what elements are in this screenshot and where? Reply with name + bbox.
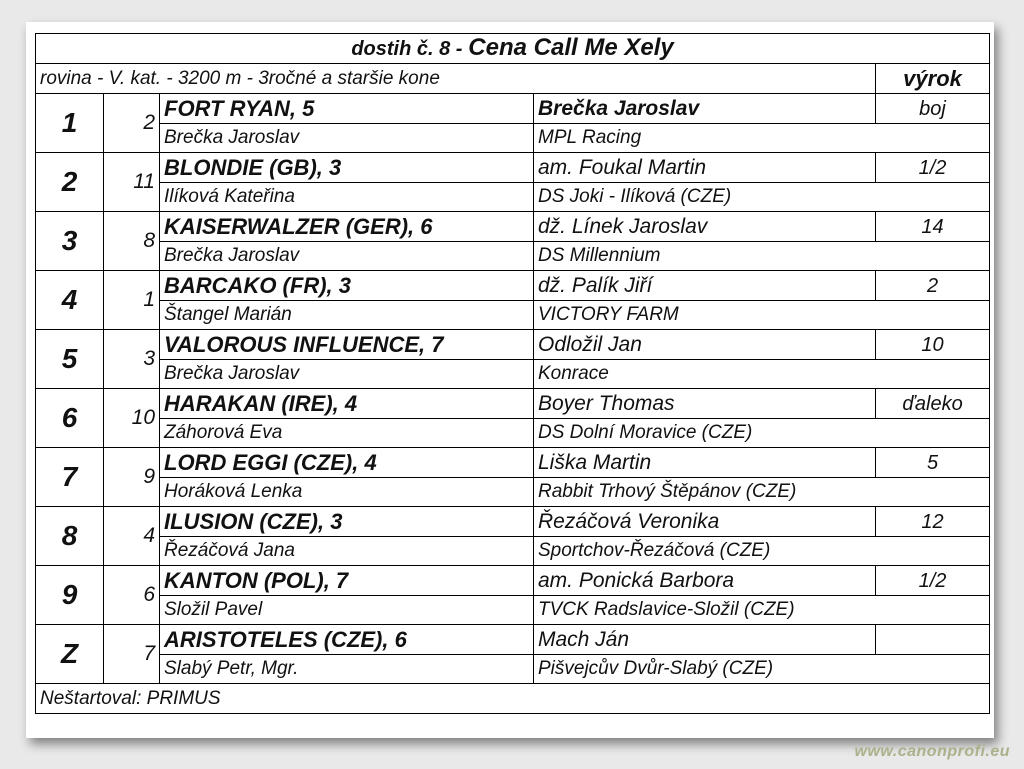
place-cell: 9 bbox=[36, 566, 104, 625]
entry-subrow bbox=[36, 301, 990, 330]
owner-name: Konrace bbox=[534, 360, 990, 389]
horse-name: HARAKAN (IRE), 4 bbox=[160, 389, 534, 419]
entry-subrow bbox=[36, 242, 990, 271]
entry-row bbox=[36, 566, 990, 596]
jockey-name: dž. Línek Jaroslav bbox=[534, 212, 876, 242]
race-prefix: dostih č. 8 - bbox=[351, 38, 463, 60]
jockey-name: Brečka Jaroslav bbox=[534, 94, 876, 124]
result-header: výrok bbox=[876, 64, 990, 94]
start-number: 2 bbox=[104, 94, 160, 153]
start-number: 8 bbox=[104, 212, 160, 271]
start-number: 10 bbox=[104, 389, 160, 448]
horse-name: KANTON (POL), 7 bbox=[160, 566, 534, 596]
entry-subrow bbox=[36, 478, 990, 507]
owner-name: DS Dolní Moravice (CZE) bbox=[534, 419, 990, 448]
horse-name: BLONDIE (GB), 3 bbox=[160, 153, 534, 183]
horse-name: ILUSION (CZE), 3 bbox=[160, 507, 534, 537]
horse-name: LORD EGGI (CZE), 4 bbox=[160, 448, 534, 478]
jockey-name: Boyer Thomas bbox=[534, 389, 876, 419]
entry-subrow bbox=[36, 419, 990, 448]
result-value: 2 bbox=[876, 271, 990, 301]
start-number: 1 bbox=[104, 271, 160, 330]
owner-name: TVCK Radslavice-Složil (CZE) bbox=[534, 596, 990, 625]
race-title bbox=[36, 34, 990, 64]
trainer-name: Záhorová Eva bbox=[160, 419, 534, 448]
race-name: Cena Call Me Xely bbox=[468, 34, 674, 61]
race-results-table bbox=[35, 33, 990, 714]
entry-row bbox=[36, 389, 990, 419]
jockey-name: dž. Palík Jiří bbox=[534, 271, 876, 301]
entry-subrow bbox=[36, 124, 990, 153]
place-cell: 7 bbox=[36, 448, 104, 507]
trainer-name: Štangel Marián bbox=[160, 301, 534, 330]
result-value: 1/2 bbox=[876, 566, 990, 596]
entry-row bbox=[36, 507, 990, 537]
jockey-name: Odložil Jan bbox=[534, 330, 876, 360]
trainer-name: Brečka Jaroslav bbox=[160, 242, 534, 271]
horse-name: KAISERWALZER (GER), 6 bbox=[160, 212, 534, 242]
owner-name: MPL Racing bbox=[534, 124, 990, 153]
entry-subrow bbox=[36, 537, 990, 566]
entry-subrow bbox=[36, 655, 990, 684]
owner-name: DS Joki - Ilíková (CZE) bbox=[534, 183, 990, 212]
horse-name: BARCAKO (FR), 3 bbox=[160, 271, 534, 301]
title-row bbox=[36, 34, 990, 64]
jockey-name: Mach Ján bbox=[534, 625, 876, 655]
jockey-name: Liška Martin bbox=[534, 448, 876, 478]
entry-row bbox=[36, 330, 990, 360]
result-value: boj bbox=[876, 94, 990, 124]
trainer-name: Složil Pavel bbox=[160, 596, 534, 625]
trainer-name: Slabý Petr, Mgr. bbox=[160, 655, 534, 684]
watermark: www.canonprofi.eu bbox=[854, 743, 1010, 760]
trainer-name: Řezáčová Jana bbox=[160, 537, 534, 566]
start-number: 9 bbox=[104, 448, 160, 507]
entry-subrow bbox=[36, 360, 990, 389]
race-conditions: rovina - V. kat. - 3200 m - 3ročné a staršie kone bbox=[36, 64, 876, 94]
entry-row bbox=[36, 625, 990, 655]
owner-name: Sportchov-Řezáčová (CZE) bbox=[534, 537, 990, 566]
footer-row bbox=[36, 684, 990, 714]
entry-row bbox=[36, 94, 990, 124]
non-starter-note: Neštartoval: PRIMUS bbox=[36, 684, 990, 714]
entry-row bbox=[36, 448, 990, 478]
trainer-name: Brečka Jaroslav bbox=[160, 360, 534, 389]
start-number: 6 bbox=[104, 566, 160, 625]
start-number: 4 bbox=[104, 507, 160, 566]
owner-name: Rabbit Trhový Štěpánov (CZE) bbox=[534, 478, 990, 507]
start-number: 7 bbox=[104, 625, 160, 684]
result-value: 14 bbox=[876, 212, 990, 242]
result-value: 12 bbox=[876, 507, 990, 537]
place-cell: 5 bbox=[36, 330, 104, 389]
entry-subrow bbox=[36, 183, 990, 212]
entry-subrow bbox=[36, 596, 990, 625]
owner-name: Pišvejcův Dvůr-Slabý (CZE) bbox=[534, 655, 990, 684]
place-cell: Z bbox=[36, 625, 104, 684]
start-number: 11 bbox=[104, 153, 160, 212]
place-cell: 2 bbox=[36, 153, 104, 212]
result-value: 1/2 bbox=[876, 153, 990, 183]
trainer-name: Ilíková Kateřina bbox=[160, 183, 534, 212]
trainer-name: Brečka Jaroslav bbox=[160, 124, 534, 153]
jockey-name: am. Ponická Barbora bbox=[534, 566, 876, 596]
place-cell: 1 bbox=[36, 94, 104, 153]
place-cell: 4 bbox=[36, 271, 104, 330]
place-cell: 6 bbox=[36, 389, 104, 448]
result-value bbox=[876, 625, 990, 655]
horse-name: VALOROUS INFLUENCE, 7 bbox=[160, 330, 534, 360]
entry-row bbox=[36, 271, 990, 301]
owner-name: VICTORY FARM bbox=[534, 301, 990, 330]
entry-row bbox=[36, 212, 990, 242]
jockey-name: am. Foukal Martin bbox=[534, 153, 876, 183]
horse-name: ARISTOTELES (CZE), 6 bbox=[160, 625, 534, 655]
result-value: 5 bbox=[876, 448, 990, 478]
entry-row bbox=[36, 153, 990, 183]
place-cell: 8 bbox=[36, 507, 104, 566]
conditions-row bbox=[36, 64, 990, 94]
result-value: 10 bbox=[876, 330, 990, 360]
result-value: ďaleko bbox=[876, 389, 990, 419]
start-number: 3 bbox=[104, 330, 160, 389]
place-cell: 3 bbox=[36, 212, 104, 271]
horse-name: FORT RYAN, 5 bbox=[160, 94, 534, 124]
owner-name: DS Millennium bbox=[534, 242, 990, 271]
trainer-name: Horáková Lenka bbox=[160, 478, 534, 507]
jockey-name: Řezáčová Veronika bbox=[534, 507, 876, 537]
